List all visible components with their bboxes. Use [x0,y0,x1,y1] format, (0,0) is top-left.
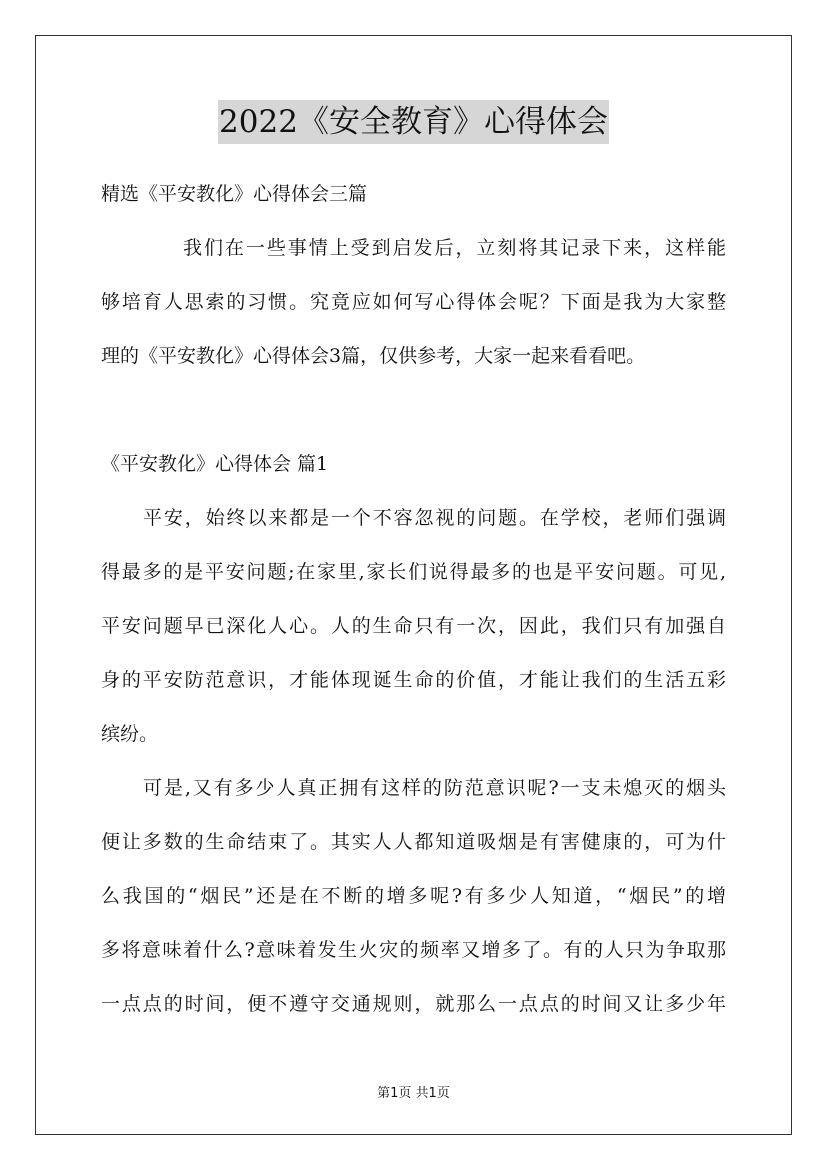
section-heading: 《平安教化》心得体会 篇1 [101,453,329,475]
page-footer: 第1页 共1页 [377,1086,450,1101]
document-title: 2022《安全教育》心得体会 [218,100,609,144]
document-subtitle: 精选《平安教化》心得体会三篇 [101,183,368,205]
paragraph-line: 得最多的是平安问题;在家里,家长们说得最多的也是平安问题。可见, [101,561,726,583]
document-title-wrapper [0,100,827,144]
paragraph-line: 多将意味着什么?意味着发生火灾的频率又增多了。有的人只为争取那 [101,939,726,961]
paragraph-line: 一点点的时间，便不遵守交通规则，就那么一点点的时间又让多少年 [101,993,726,1015]
intro-line: 够培育人思索的习惯。究竟应如何写心得体会呢？下面是我为大家整 [101,291,726,313]
paragraph-line: 平安问题早已深化人心。人的生命只有一次，因此，我们只有加强自 [101,615,726,637]
intro-line: 我们在一些事情上受到启发后，立刻将其记录下来，这样能 [183,237,726,259]
paragraph-line: 平安，始终以来都是一个不容忽视的问题。在学校，老师们强调 [143,507,726,529]
paragraph-line: 身的平安防范意识，才能体现诞生命的价值，才能让我们的生活五彩 [101,669,726,691]
intro-line: 理的《平安教化》心得体会3篇，仅供参考，大家一起来看看吧。 [101,345,646,367]
paragraph-line: 么我国的“烟民”还是在不断的增多呢?有多少人知道，“烟民”的增 [101,885,726,907]
paragraph-line: 缤纷。 [101,723,159,745]
paragraph-line: 可是,又有多少人真正拥有这样的防范意识呢?一支未熄灭的烟头 [143,777,726,799]
paragraph-line: 便让多数的生命结束了。其实人人都知道吸烟是有害健康的，可为什 [101,831,726,853]
